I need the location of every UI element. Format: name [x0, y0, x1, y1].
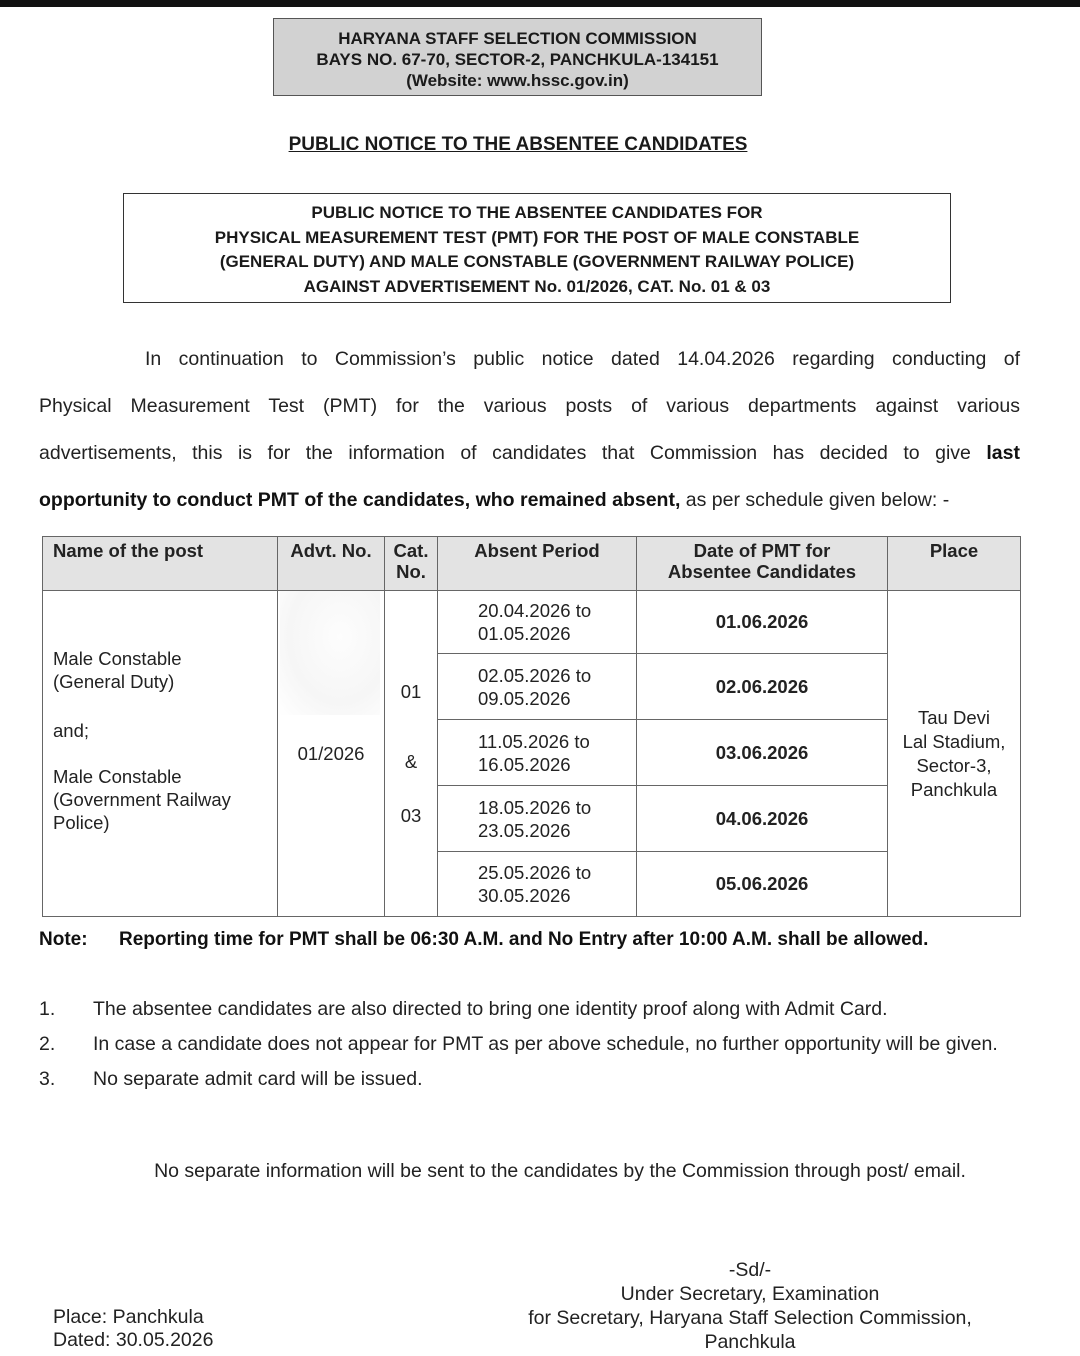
para-line-3: advertisements, this is for the information of candidates that Commission has decided to give [39, 442, 971, 464]
post-general-duty: Male Constable (General Duty) [53, 648, 182, 692]
cat-01: 01 [400, 680, 422, 702]
reporting-note [39, 929, 928, 951]
place-date-block [53, 1306, 213, 1352]
table-header-row [43, 537, 1021, 591]
post-cell [43, 591, 278, 917]
subject-line-4: AGAINST ADVERTISEMENT No. 01/2026, CAT. No. 01 & 03 [303, 276, 771, 296]
place-text: Place: Panchkula [53, 1306, 204, 1328]
cat-03: 03 [400, 804, 422, 826]
header-place: Place [888, 537, 1021, 591]
period-cell-5: 25.05.2026 to 30.05.2026 [438, 852, 637, 917]
signature-line-2: for Secretary, Haryana Staff Selection Commission, [528, 1307, 972, 1329]
period-cell-3: 11.05.2026 to 16.05.2026 [438, 720, 637, 786]
header-date: Date of PMT for Absentee Candidates [637, 537, 888, 591]
header-line-3: (Website: www.hssc.gov.in) [406, 71, 629, 90]
para-line-2: Physical Measurement Test (PMT) for the various posts of various departments against various [39, 395, 1020, 417]
date-cell-5: 05.06.2026 [637, 852, 888, 917]
header-line-1: HARYANA STAFF SELECTION COMMISSION [338, 29, 697, 48]
para-emphasis-opportunity: opportunity to conduct PMT of the candidates, who remained absent, [39, 489, 681, 511]
cat-cell [385, 591, 438, 917]
para-emphasis-last: last [986, 442, 1020, 464]
notice-title: PUBLIC NOTICE TO THE ABSENTEE CANDIDATES [288, 134, 748, 155]
note-label: Note: [39, 929, 88, 950]
period-cell-1: 20.04.2026 to 01.05.2026 [438, 591, 637, 654]
dated-text: Dated: 30.05.2026 [53, 1329, 214, 1351]
subject-box [123, 193, 951, 303]
intro-paragraph [39, 336, 1020, 524]
header-post: Name of the post [43, 537, 278, 591]
final-statement: No separate information will be sent to the candidates by the Commission through post/ email. [154, 1160, 966, 1182]
post-railway-police: Male Constable (Government Railway Police) [53, 766, 231, 833]
para-line-1: In continuation to Commission’s public notice dated 14.04.2026 regarding conducting of [145, 348, 1020, 370]
period-cell-4: 18.05.2026 to 23.05.2026 [438, 786, 637, 852]
header-period: Absent Period [438, 537, 637, 591]
cat-amp: & [404, 750, 418, 772]
list-item: 3. No separate admit card will be issued. [39, 1068, 423, 1090]
date-cell-4: 04.06.2026 [637, 786, 888, 852]
signature-line-1: Under Secretary, Examination [620, 1283, 880, 1305]
list-item: 2. In case a candidate does not appear for PMT as per above schedule, no further opportunity will be given. [39, 1033, 998, 1055]
post-and: and; [53, 720, 90, 741]
header-cat: Cat. No. [385, 537, 438, 591]
instructions-list [39, 992, 1020, 1097]
signature-line-3: Panchkula [704, 1331, 796, 1353]
subject-line-3: (GENERAL DUTY) AND MALE CONSTABLE (GOVERNMENT RAILWAY POLICE) [219, 252, 855, 271]
table-row [43, 591, 1021, 654]
date-cell-3: 03.06.2026 [637, 720, 888, 786]
commission-header [273, 18, 762, 96]
pmt-schedule-table [42, 536, 1021, 917]
para-line-4: as per schedule given below: - [685, 489, 950, 511]
date-cell-1: 01.06.2026 [637, 591, 888, 654]
subject-line-1: PUBLIC NOTICE TO THE ABSENTEE CANDIDATES FOR [311, 203, 763, 222]
header-line-2: BAYS NO. 67-70, SECTOR-2, PANCHKULA-134151 [316, 50, 719, 69]
signature-sd: -Sd/- [728, 1259, 772, 1281]
note-text: Reporting time for PMT shall be 06:30 A.M. and No Entry after 10:00 A.M. shall be allowed. [119, 929, 929, 950]
advt-cell: 01/2026 [278, 591, 385, 917]
date-cell-2: 02.06.2026 [637, 654, 888, 720]
place-cell: Tau Devi Lal Stadium, Sector-3, Panchkula [888, 591, 1021, 917]
header-advt: Advt. No. [278, 537, 385, 591]
signature-block [510, 1258, 990, 1354]
period-cell-2: 02.05.2026 to 09.05.2026 [438, 654, 637, 720]
list-item: 1. The absentee candidates are also directed to bring one identity proof along with Admit Card. [39, 998, 888, 1020]
top-edge-bar [0, 0, 1080, 7]
subject-line-2: PHYSICAL MEASUREMENT TEST (PMT) FOR THE POST OF MALE CONSTABLE [214, 227, 860, 247]
